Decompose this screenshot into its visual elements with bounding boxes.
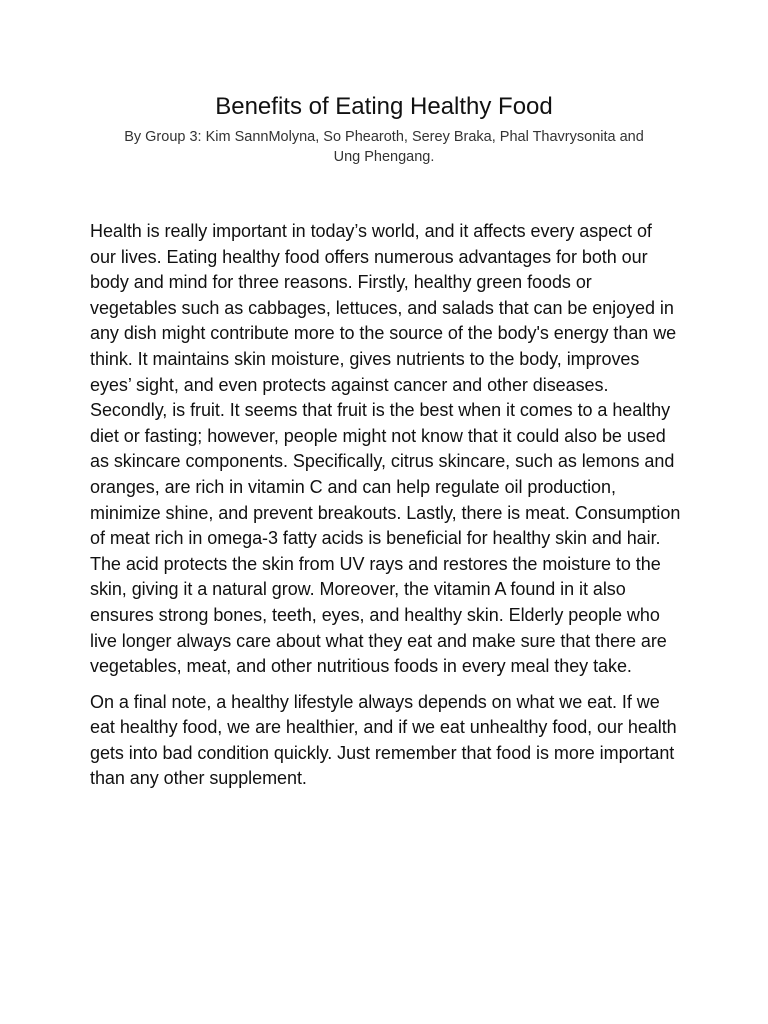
document-title: Benefits of Eating Healthy Food: [215, 93, 553, 120]
document-byline: By Group 3: Kim SannMolyna, So Phearoth, Serey Braka, Phal Thavrysonita and Ung Phengang.: [124, 129, 644, 165]
body-paragraph-1: Health is really important in today’s world, and it affects every aspect of our lives. Eating healthy food offers numerous advantages for both our body and mind for three reasons. Firstly, healthy green foods or vegetables such as cabbages, lettuces, and salads that can be enjoyed in any dish might contribute more to the source of the body's energy than we think. It maintains skin moisture, gives nutrients to the body, improves eyes’ sight, and even protects against cancer and other diseases. Secondly, is fruit. It seems that fruit is the best when it comes to a healthy diet or fasting; however, people might not know that it could also be used as skincare components. Specifically, citrus skincare, such as lemons and oranges, are rich in vitamin C and can help regulate oil production, minimize shine, and prevent breakouts. Lastly, there is meat. Consumption of meat rich in omega-3 fatty acids is beneficial for healthy skin and hair. The acid protects the skin from UV rays and restores the moisture to the skin, giving it a natural grow. Moreover, the vitamin A found in it also ensures strong bones, teeth, eyes, and healthy skin. Elderly people who live longer always care about what they eat and make sure that there are vegetables, meat, and other nutritious foods in every meal they take.: [90, 221, 681, 677]
body-paragraph-2: On a final note, a healthy lifestyle always depends on what we eat. If we eat healthy food, we are healthier, and if we eat unhealthy food, our health gets into bad condition quickly. Just remember that food is more important than any other supplement.: [90, 691, 677, 789]
document-body: [90, 219, 682, 792]
